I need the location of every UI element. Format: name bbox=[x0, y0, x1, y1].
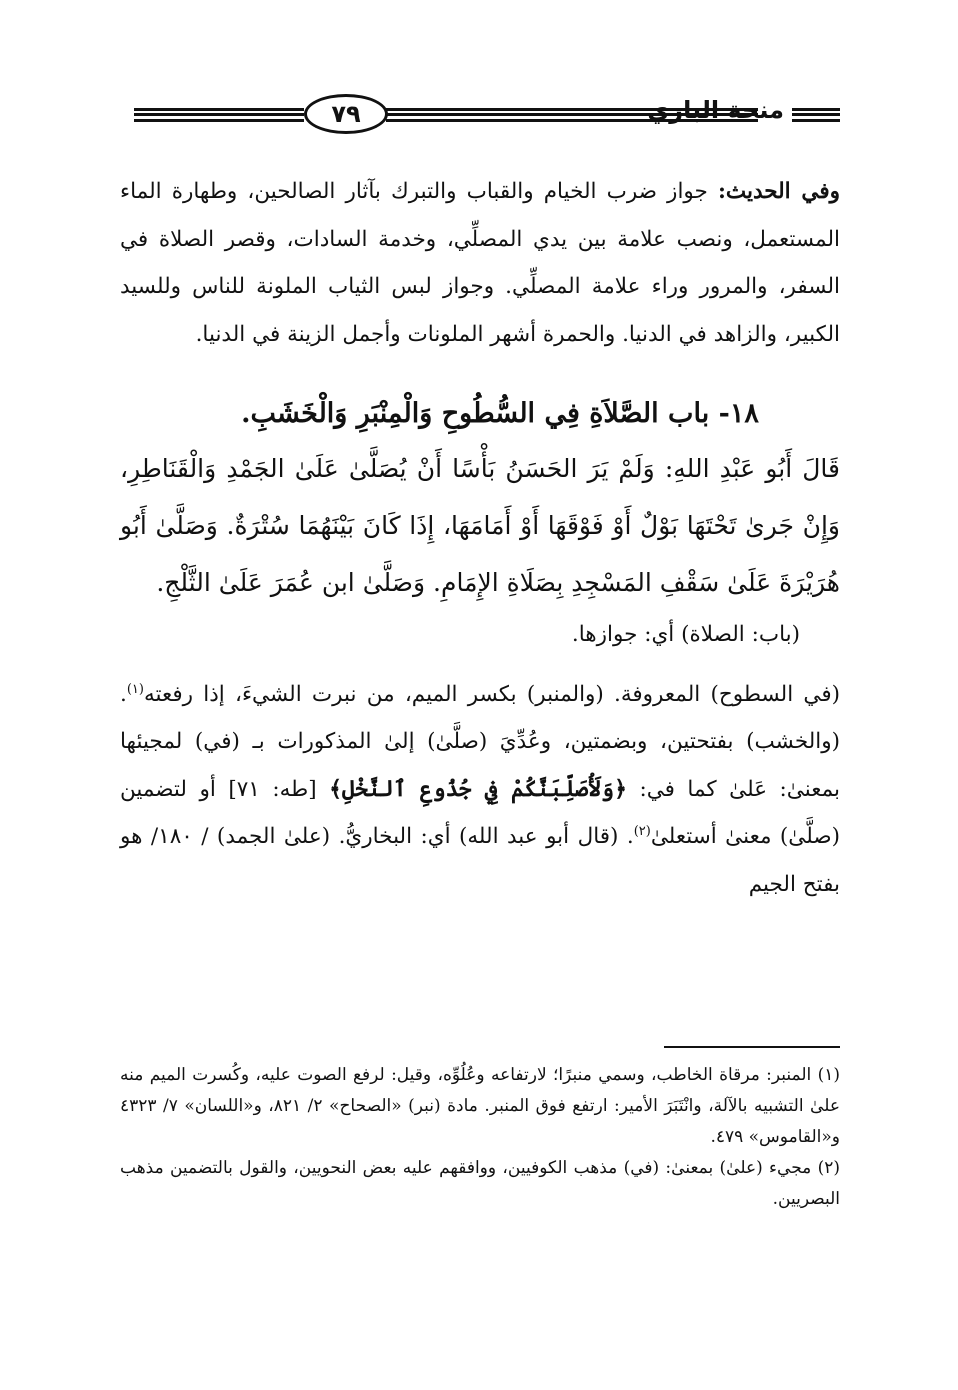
footnote-separator bbox=[664, 1046, 840, 1048]
commentary-text-c: [طه: ٧١] أو لتضمين (صلَّىٰ) معنىٰ أستعلىٰ bbox=[120, 776, 840, 849]
footnote-ref-1: (١) bbox=[126, 681, 144, 697]
page-number: ٧٩ bbox=[304, 94, 388, 134]
intro-text: جواز ضرب الخيام والقباب والتبرك بآثار الصالحين، وطهارة الماء المستعمل، ونصب علامة بين يدي المصلِّي، وخدمة السادات، وقصر الصلاة في السفر، والمرور وراء علامة المصلِّي. وجواز لبس الثياب الملونة للناس وللسيد الكبير، والزاهد في الدنيا. والحمرة أشهر الملونات وأجمل الزينة في الدنيا. bbox=[120, 179, 840, 347]
footnote-1: (١) المنبر: مرقاة الخاطب، وسمي منبرًا؛ لارتفاعه وعُلُوِّه، وقيل: لرفع الصوت عليه، وكُسرت الميم منه علىٰ التشبيه بالآلة، وانْتَبَرَ الأمير: ارتفع فوق المنبر. مادة (نبر) «الصحاح» ٢/ ٨٢١، و«اللسان» ٧/ ٤٣٢٣ و«القاموس» ٤٧٩. bbox=[120, 1065, 841, 1147]
page-header bbox=[128, 92, 840, 142]
intro-paragraph bbox=[120, 168, 840, 358]
commentary-text-b: . (والخشب) بفتحتين، وبضمتين، وعُدِّيَ (صلَّىٰ) إلىٰ المذكورات بـ (في) لمجيئها بمعنىٰ: عَلىٰ كما في: bbox=[120, 681, 840, 802]
footnote-2: (٢) مجيء (علىٰ) بمعنىٰ: (في) مذهب الكوفيين، ووافقهم عليه بعض النحويين، والقول بالتضمين مذهب البصريين. bbox=[120, 1158, 840, 1209]
main-text bbox=[120, 168, 840, 908]
header-rule-left bbox=[134, 108, 304, 122]
commentary-text-d: . (قال أبو عبد الله) أي: البخاريُّ. (علىٰ الجمد) / ١٨٠/ هو بفتح الجيم bbox=[120, 824, 840, 897]
intro-lead: وفي الحديث: bbox=[717, 179, 840, 204]
chapter-title: ١٨- باب الصَّلاَةِ فِي السُّطُوحِ وَالْمِنْبَرِ وَالْخَشَبِ. bbox=[241, 398, 759, 429]
footnote-ref-2: (٢) bbox=[633, 823, 651, 839]
commentary-paragraph bbox=[120, 671, 840, 909]
commentary-line: (باب: الصلاة) أي: جوازها. bbox=[571, 622, 800, 647]
commentary-text-a: (في السطوح) المعروفة. (والمنبر) بكسر الميم، من نبرت الشيءَ، إذا رفعته bbox=[143, 681, 840, 707]
hadith-text: قَالَ أَبُو عَبْدِ اللهِ: وَلَمْ يَرَ الحَسَنُ بَأْسًا أَنْ يُصَلَّىٰ عَلَىٰ الجَمْدِ وَالْقَنَاطِرِ، وَإِنْ جَرىٰ تَحْتَهَا بَوْلٌ أَوْ فَوْقَهَا أَوْ أَمَامَهَا، إِذَا كَانَ بَيْنَهُمَا سُتْرَةٌ. وَصَلَّىٰ أَبُو هُرَيْرَةَ عَلَىٰ سَقْفِ المَسْجِدِ بِصَلَاةِ الإِمَامِ. وَصَلَّىٰ ابن عُمَرَ عَلَىٰ الثَّلْجِ. bbox=[120, 454, 840, 597]
running-title: منحة الباري bbox=[647, 96, 784, 124]
header-rule-right bbox=[792, 108, 840, 122]
quran-verse: ﴿وَلَأُصَلِّبَنَّكُمْ فِي جُذُوعِ ٱلنَّخْلِ﴾ bbox=[329, 775, 627, 802]
